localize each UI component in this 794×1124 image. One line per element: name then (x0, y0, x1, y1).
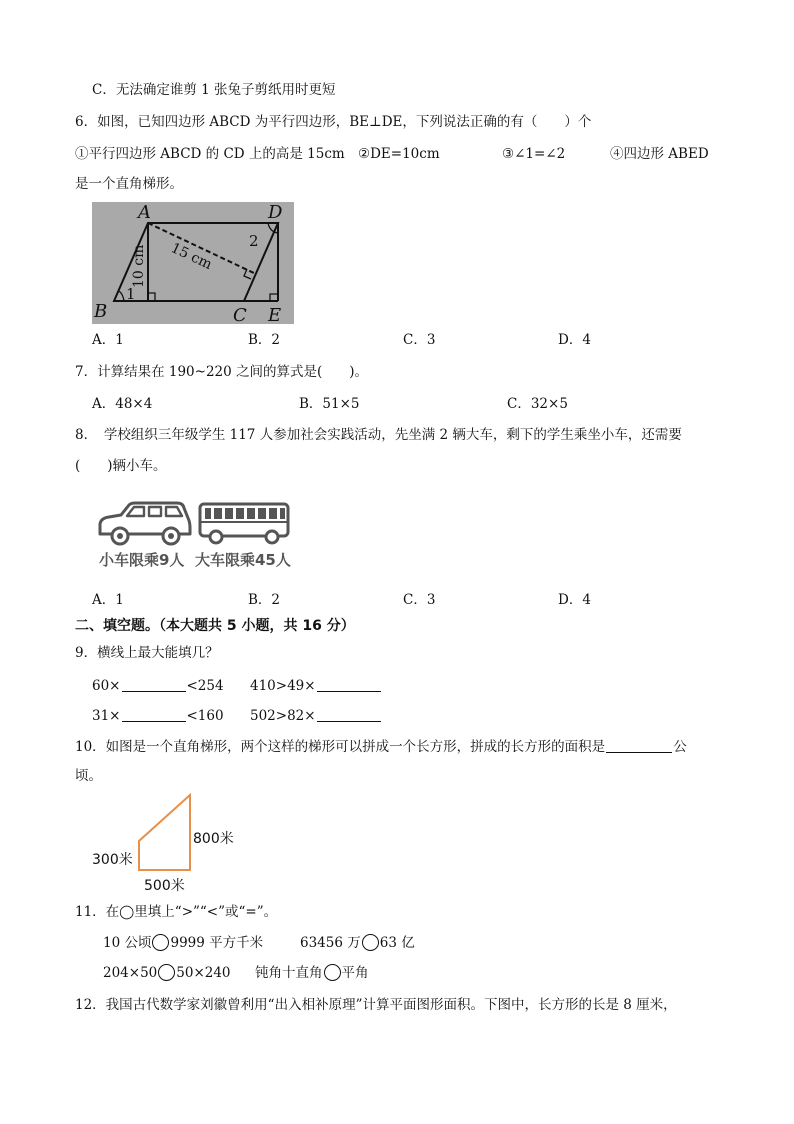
q6-option-d: D．4 (558, 332, 591, 348)
q6-option-a: A．1 (92, 332, 124, 348)
q10-blank[interactable] (606, 738, 672, 753)
q9-item-d: 502>82× (250, 706, 382, 726)
q11-item-2: 63456 万 63 亿 (300, 935, 415, 951)
right-trapezoid (139, 795, 190, 870)
label-e: E (268, 305, 282, 324)
label-15cm: 15 cm (168, 240, 215, 273)
q6-option-b: B．2 (248, 332, 281, 348)
car-icon (97, 500, 193, 546)
q8-stem: 8． 学校组织三年级学生 117 人参加社会实践活动，先坐满 2 辆大车，剩下的学生乘坐小车，还需要 (75, 427, 682, 443)
bus-icon (196, 500, 292, 546)
label-a: A (138, 202, 151, 223)
q9-blank-c[interactable] (122, 707, 186, 722)
q9-item-c: 31× <160 (92, 708, 224, 724)
q9-blank-a[interactable] (122, 677, 186, 692)
bus-capacity-label: 大车限乘45人 (195, 551, 291, 569)
q6-statement-1: ①平行四边形 ABCD 的 CD 上的高是 15cm (75, 146, 345, 162)
q6-statement-4: ④四边形 ABED (610, 146, 709, 162)
q8-option-d: D．4 (558, 592, 591, 608)
car-capacity-label: 小车限乘9人 (99, 551, 185, 569)
q11-circle-1[interactable] (152, 934, 169, 951)
q6-statement-3: ③∠1=∠2 (502, 146, 566, 162)
q9-stem: 9．横线上最大能填几？ (75, 645, 219, 661)
q11-circle-4[interactable] (324, 964, 341, 981)
q9-item-a: 60× <254 (92, 678, 224, 694)
q10-stem-cont: 顷。 (75, 768, 102, 784)
q8-option-b: B．2 (248, 592, 281, 608)
q9-item-b: 410>49× (250, 676, 382, 696)
q7-stem: 7．计算结果在 190~220 之间的算式是( )。 (75, 364, 369, 380)
q7-option-b: B．51×5 (299, 396, 360, 412)
q11-circle-3[interactable] (158, 964, 175, 981)
label-angle-2: 2 (249, 232, 259, 250)
q11-circle-2[interactable] (362, 934, 379, 951)
label-d: D (268, 202, 283, 223)
q7-option-c: C．32×5 (507, 396, 568, 412)
section-2-title: 二、填空题。（本大题共 5 小题，共 16 分） (75, 618, 355, 634)
q6-statement-4-cont: 是一个直角梯形。 (75, 176, 183, 192)
label-c: C (233, 305, 247, 324)
q12-stem: 12．我国古代数学家刘徽曾利用“出入相补原理”计算平面图形面积。下图中，长方形的长是 8 厘米， (75, 997, 677, 1013)
q6-stem: 6．如图，已知四边形 ABCD 为平行四边形，BE⊥DE，下列说法正确的有（ ）个 (75, 114, 592, 130)
q5-option-c: C．无法确定谁剪 1 张兔子剪纸用时更短 (92, 82, 336, 98)
label-800m: 800米 (193, 831, 234, 847)
q11-stem: 11．在◯里填上“>”“<”或“=”。 (75, 904, 278, 920)
q7-option-a: A．48×4 (92, 396, 153, 412)
q11-item-1: 10 公顷 9999 平方千米 (103, 935, 264, 951)
label-10cm: 10 cm (131, 244, 147, 288)
label-angle-1: 1 (126, 285, 136, 303)
q10-stem: 10．如图是一个直角梯形，两个这样的梯形可以拼成一个长方形，拼成的长方形的面积是 公 (75, 739, 687, 755)
q6-statement-2: ②DE=10cm (358, 146, 440, 162)
q10-trapezoid-figure (92, 792, 252, 898)
q11-item-4: 钝角十直角 平角 (255, 965, 369, 981)
q6-parallelogram-figure (92, 202, 294, 324)
q9-blank-b[interactable] (317, 677, 381, 692)
q6-option-c: C．3 (403, 332, 436, 348)
q9-blank-d[interactable] (317, 707, 381, 722)
q8-option-c: C．3 (403, 592, 436, 608)
q8-option-a: A．1 (92, 592, 124, 608)
q8-stem-cont: ( )辆小车。 (75, 458, 167, 474)
q11-item-3: 204×50 50×240 (103, 965, 231, 981)
label-b: B (94, 301, 108, 322)
label-500m: 500米 (144, 878, 185, 894)
label-300m: 300米 (92, 852, 133, 868)
